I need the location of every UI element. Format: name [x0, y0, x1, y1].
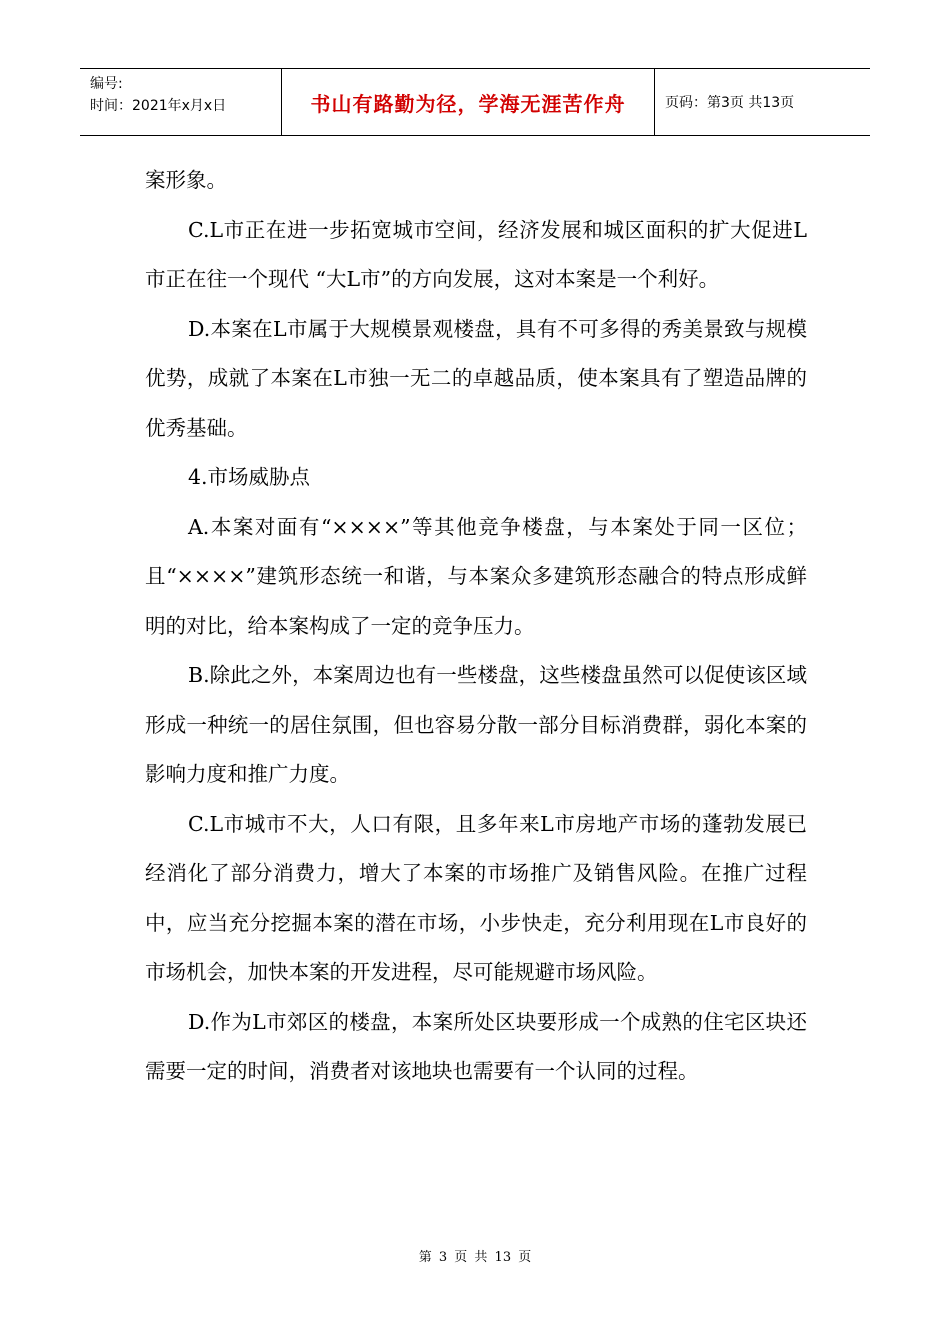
document-body — [145, 156, 807, 1097]
paragraph-continuation: 案形象。 — [145, 168, 227, 192]
header-page-info: 页码：第3页 共13页 — [665, 95, 795, 111]
page-header — [80, 68, 870, 136]
paragraph-threat-b: B.除此之外，本案周边也有一些楼盘，这些楼盘虽然可以促使该区域形成一种统一的居住氛围，但也容易分散一部分目标消费群，弱化本案的影响力度和推广力度。 — [145, 663, 807, 786]
paragraph-opportunity-c: C.L市正在进一步拓宽城市空间，经济发展和城区面积的扩大促进L市正在往一个现代 “大L市”的方向发展，这对本案是一个利好。 — [145, 217, 807, 291]
header-meta — [80, 69, 282, 135]
document-date: 时间：2021年x月x日 — [90, 98, 227, 114]
header-motto-cell — [282, 69, 655, 135]
paragraph-threat-a: A.本案对面有“××××”等其他竞争楼盘，与本案处于同一区位；且“××××”建筑形态统一和谐，与本案众多建筑形态融合的特点形成鲜明的对比，给本案构成了一定的竞争压力。 — [145, 514, 807, 638]
paragraph-threat-d: D.作为L市郊区的楼盘，本案所处区块要形成一个成熟的住宅区块还需要一定的时间，消费者对该地块也需要有一个认同的过程。 — [145, 1009, 807, 1083]
paragraph-opportunity-d: D.本案在L市属于大规模景观楼盘，具有不可多得的秀美景致与规模优势，成就了本案在L市独一无二的卓越品质，使本案具有了塑造品牌的优秀基础。 — [145, 316, 807, 440]
page-footer: 第 3 页 共 13 页 — [418, 1250, 532, 1265]
document-number-label: 编号: — [90, 76, 123, 92]
section-heading-threats: 4.市场威胁点 — [188, 465, 311, 489]
paragraph-threat-c: C.L市城市不大，人口有限，且多年来L市房地产市场的蓬勃发展已经消化了部分消费力，增大了本案的市场推广及销售风险。在推广过程中，应当充分挖掘本案的潜在市场，小步快走，充分利用现在L市良好的市场机会，加快本案的开发进程，尽可能规避市场风险。 — [145, 811, 807, 984]
header-motto: 书山有路勤为径，学海无涯苦作舟 — [310, 91, 626, 116]
